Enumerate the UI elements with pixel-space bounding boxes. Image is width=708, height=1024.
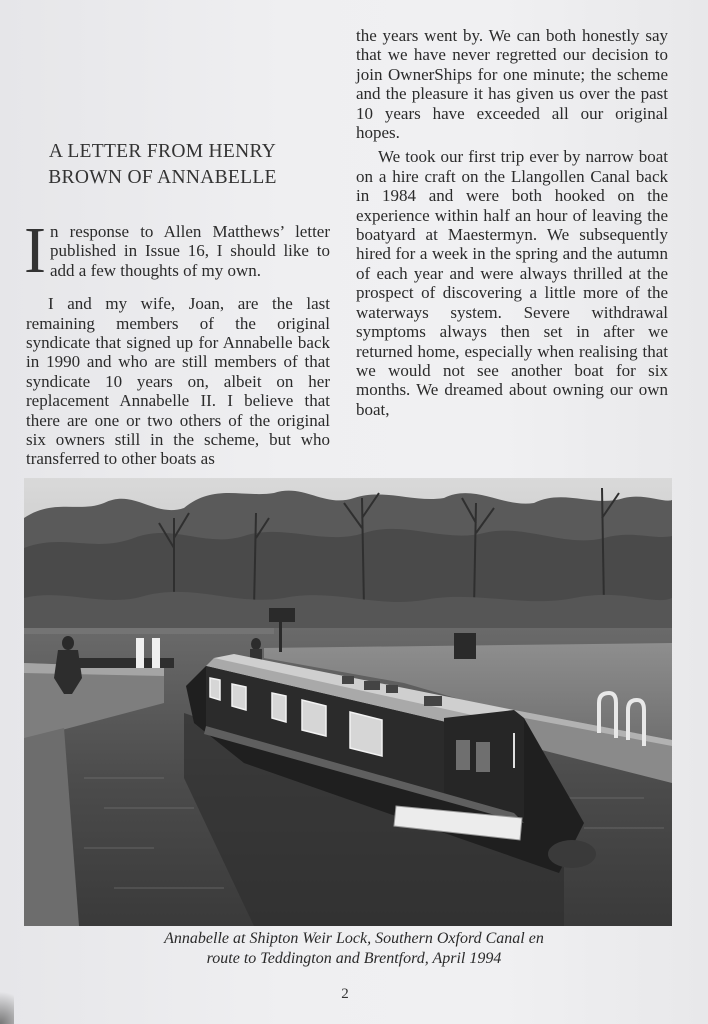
narrowboat-photo — [24, 478, 672, 926]
article-title-line-1: A LETTER FROM HENRY — [48, 141, 277, 162]
right-column — [356, 26, 668, 419]
paragraph: We took our first trip ever by narrow boat on a hire craft on the Llangollen Canal back in 1984 and were both hooked on the experience within half an hour of leaving the boatyard at Maestermyn. We subsequently hired for a week in the spring and the autumn of each year and were always thrilled at the prospect of discovering a little more of the waterways system. Severe withdrawal symptoms always then set in after we returned home, especially when realising that we would not see another boat for six months. We dreamed about owning our own boat, — [356, 147, 668, 419]
article-title-line-2: BROWN OF ANNABELLE — [48, 167, 277, 188]
caption-line-1: Annabelle at Shipton Weir Lock, Southern Oxford Canal en — [164, 930, 544, 947]
page-number: 2 — [341, 986, 349, 1002]
photo-caption — [60, 929, 648, 968]
left-column — [24, 214, 330, 469]
caption-line-2: route to Teddington and Brentford, April 1994 — [206, 949, 502, 967]
opening-paragraph-text: n response to Allen Matthews’ letter published in Issue 16, I should like to add a few thoughts of my own. — [49, 222, 330, 280]
drop-cap: I — [24, 214, 46, 287]
paragraph: I and my wife, Joan, are the last remaining members of the original syndicate that signed up for Annabelle back in 1990 and who are still members of that syndicate 10 years on, albeit on her replacement Annabelle II. I believe that there are one or two others of the original six owners still in the scheme, but who transferred to other boats as — [26, 294, 330, 469]
article-title — [30, 139, 295, 191]
paragraph: the years went by. We can both honestly say that we have never regretted our decision to join OwnerShips for one minute; the scheme and the pleasure it has given us over the past 10 years have exceeded all our original hopes. — [356, 26, 668, 143]
opening-paragraph — [24, 214, 330, 287]
